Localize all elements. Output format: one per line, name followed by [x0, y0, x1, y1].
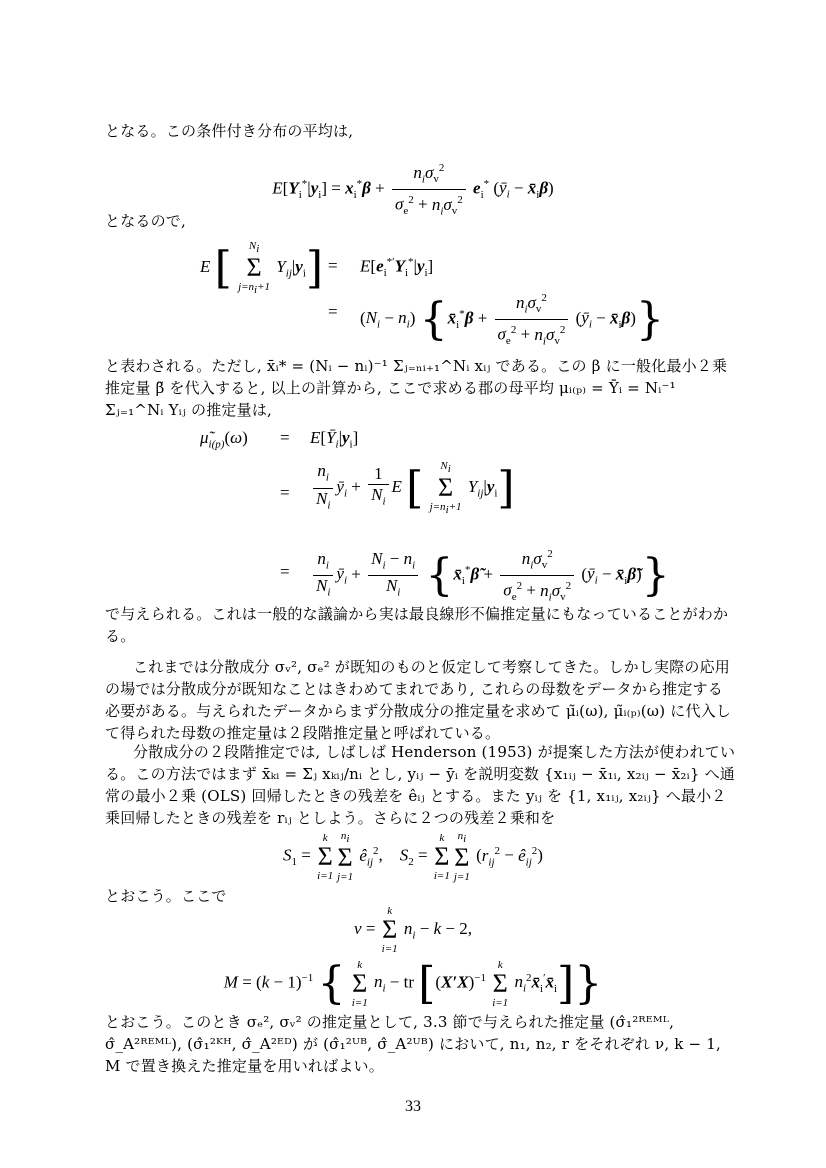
paragraph-6: 分散成分の２段階推定では, しばしば Henderson (1953) が提案した方法が使われている。この方法ではまず x̄ₖᵢ = Σⱼ xₖᵢⱼ/nᵢ とし, yᵢⱼ − ȳᵢ を説明変数 {x₁ᵢⱼ − x̄₁ᵢ, x₂ᵢⱼ − x̄₂ᵢ} へ通常の最小２乗 (OLS) 回帰したときの残差を êᵢⱼ とする。また yᵢⱼ を {1, x₁ᵢⱼ, x₂ᵢⱼ} へ最小２乗回帰したときの残差を rᵢⱼ としよう。さらに２つの残差２乗和を [105, 743, 736, 827]
equation-m: $M = (k - 1)^{-1}$ { k Σ i=1 $n_i$ − tr [$(X'X)^{-1}$ k Σ i=1 $n_i^2x̄_i'x̄_i$]} [223, 958, 603, 1009]
page-number: 33 [405, 1098, 421, 1115]
equation-sum-expectation: E [ $N_i$ Σ $j=n_i+1$ $Y_{ij}|y_i$] = $E[e_i^{*'}Y_i^*|y_i]$ = $(N_i - n_i)$ {$x̄_i^*\beta$ + $\frac{n_i\sigma_v^2}{\sigma_e^2 + n_i\sigma_v^2}$ ($ȳ_i$ − $x̄_i\beta$)} [200, 240, 664, 348]
paragraph-4: で与えられる。これは一般的な議論から実は最良線形不偏推定量にもなっていることがわかる。 [105, 605, 729, 645]
equation-nu: ν = k Σ i=1 $n_i - k - 2$, [354, 905, 472, 955]
paragraph-1: となる。この条件付き分布の平均は, [105, 122, 354, 140]
paragraph-2: となるので, [105, 212, 186, 230]
equation-small-area-estimator: $\mũ_{i(p)}(\omega)$ = $E[Ȳ_i|y_i]$ = $\frac{n_i}{N_i}$ $ȳ_i$ + $\frac{1}{N_i}$ E [ $N_i$ Σ $j=n_i+1$ $Y_{ij}|y_i$] = $\frac{n_i}{N_i}$ $ȳ_i$ + $\frac{N_i - n_i}{N_i}$ {$x̄_i^*\betã$ + $\frac{n_i\sigma_v^2}{\sigma_e^2 + n_i\sigma_v^2}$ ($ȳ_i$ − $x̄_i\betã$)} [200, 428, 670, 604]
paragraph-8: とおこう。このとき σₑ², σᵥ² の推定量として, 3.3 節で与えられた推定量 (σ̂₁²ᴿᴱᴹᴸ, σ̂_A²ᴿᴱᴹᴸ), (σ̂₁²ᴷᴴ, σ̂_A²ᴱᴰ) が (σ̂₁²ᵁᴮ, σ̂_A²ᵁᴮ) において, n₁, n₂, r をそれぞれ ν, k − 1, M で置き換えた推定量を用いればよい。 [105, 1013, 721, 1075]
paragraph-5: これまでは分散成分 σᵥ², σₑ² が既知のものと仮定して考察してきた。しかし実際の応用の場では分散成分が既知なことはきわめてまれであり, これらの母数をデータから推定する必要がある。与えられたデータからまず分散成分の推定量を求めて μ̃ᵢ(ω), μ̃ᵢ₍ₚ₎(ω) に代入して得られた母数の推定量は２段階推定量と呼ばれている。 [105, 658, 732, 742]
equation-conditional-mean: $E[Y_i^*|y_i] = x_i^*\beta$ + $\frac{n_i\sigma_v^2}{\sigma_e^2 + n_i\sigma_v^2}$ $e_i^*$ ($ȳ_i$ − $x̄_i\beta$) [0, 158, 826, 221]
paragraph-7: とおこう。ここで [105, 887, 227, 905]
paragraph-3: と表わされる。ただし, x̄ᵢ* = (Nᵢ − nᵢ)⁻¹ Σⱼ₌ₙᵢ₊₁^Nᵢ xᵢⱼ である。この β に一般化最小２乗推定量 β̃ を代入すると, 以上の計算から, ここで求める郡の母平均 μᵢ₍ₚ₎ = Ȳᵢ = Nᵢ⁻¹ Σⱼ₌₁^Nᵢ Yᵢⱼ の推定量は, [105, 357, 728, 419]
equation-residual-sums: $S_1$ = k Σ i=1 $n_i$ Σ j=1 $ê_{ij}^2$, $S_2$ = k Σ i=1 $n_i$ Σ j=1 ($r_{ij}^2$ − $ê_{ij}^2$) [283, 830, 543, 884]
